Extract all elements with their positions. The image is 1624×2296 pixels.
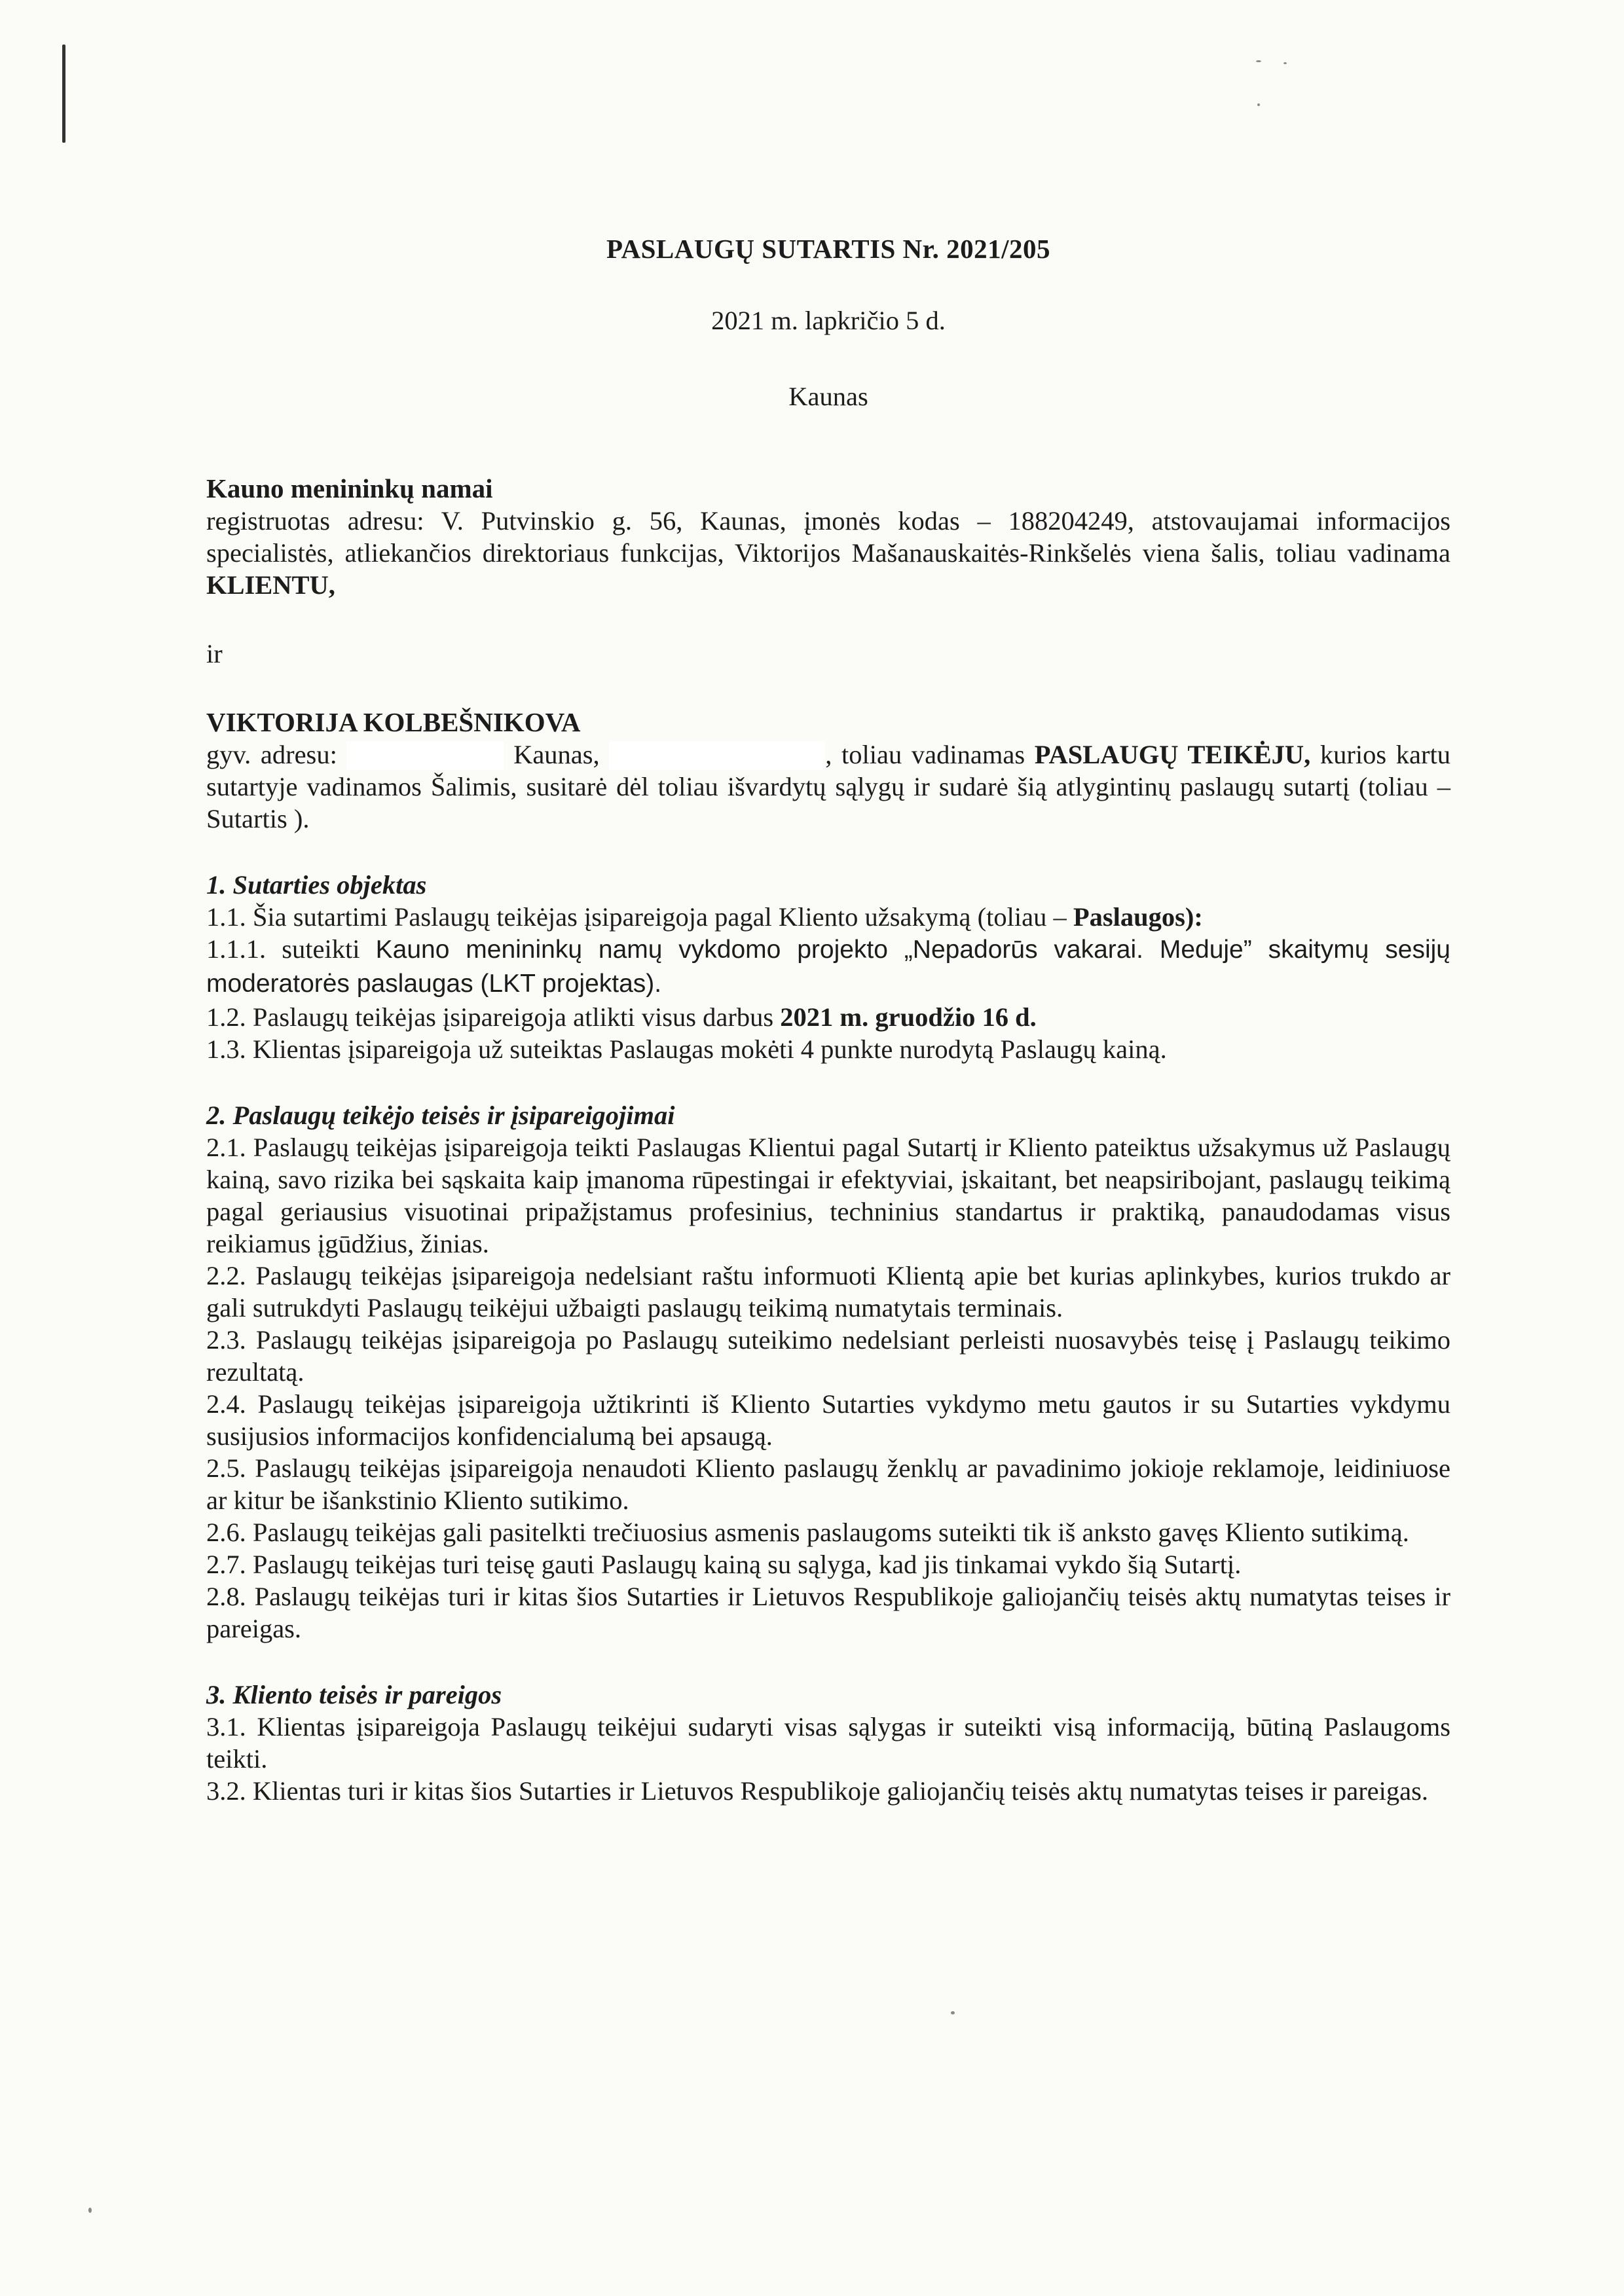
scan-speck — [1283, 62, 1287, 64]
redacted-personal-code — [609, 741, 825, 770]
clause-3-2: 3.2. Klientas turi ir kitas šios Sutarties ir Lietuvos Respublikoje galiojančių teisės aktų numatytas teises ir pareigas. — [206, 1776, 1429, 1806]
document-title: PASLAUGŲ SUTARTIS Nr. 2021/205 — [606, 234, 1050, 264]
document-city: Kaunas — [788, 382, 868, 411]
contract-document — [206, 229, 1450, 1807]
clause-1-1-text: 1.1. Šia sutartimi Paslaugų teikėjas įsipareigoja pagal Kliento užsakymą (toliau – — [206, 902, 1067, 932]
document-date: 2021 m. lapkričio 5 d. — [711, 306, 946, 335]
clause-1-2-date: 2021 m. gruodžio 16 d. — [780, 1002, 1037, 1032]
section1-title: 1. Sutarties objektas — [206, 870, 427, 900]
address-city: Kaunas, — [513, 740, 600, 769]
clause-2-3: 2.3. Paslaugų teikėjas įsipareigoja po Paslaugų suteikimo nedelsiant perleisti nuosavybės teisę į Paslaugų teikimo rezultatą. — [206, 1325, 1450, 1387]
clause-2-5: 2.5. Paslaugų teikėjas įsipareigoja nenaudoti Kliento paslaugų ženklų ar pavadinimo jokioje reklamoje, leidiniuose ar kitur be išankstinio Kliento sutikimo. — [206, 1453, 1450, 1515]
scan-speck — [1256, 60, 1261, 62]
party2-name: VIKTORIJA KOLBEŠNIKOVA — [206, 707, 581, 737]
clause-1-1 — [206, 901, 1450, 933]
clause-2-1: 2.1. Paslaugų teikėjas įsipareigoja teikti Paslaugas Klientui pagal Sutartį ir Kliento pateiktus užsakymus už Paslaugų kainą, savo rizika bei sąskaita kaip įmanoma rūpestingai ir efektyviai, įskaitant, bet neapsiribojant, paslaugų teikimą pagal geriausius visuotinai pripažįstamus profesinius, techninius standartus ir praktiką, panaudodamas visus reikiamus įgūdžius, žinias. — [206, 1133, 1450, 1258]
party1-name: Kauno menininkų namai — [206, 473, 493, 503]
conjunction: ir — [206, 639, 223, 668]
clause-1-1-1-prefix: 1.1.1. suteikti — [206, 934, 360, 964]
party1-role: KLIENTU, — [206, 570, 335, 600]
party2-details — [206, 738, 1450, 835]
clause-2-4: 2.4. Paslaugų teikėjas įsipareigoja užtikrinti iš Kliento Sutarties vykdymo metu gautos ir su Sutarties vykdymu susijusios informacijos konfidencialumą bei apsaugą. — [206, 1389, 1450, 1451]
party1-text: registruotas adresu: V. Putvinskio g. 56, Kaunas, įmonės kodas – 188204249, atstovaujamai informacijos specialistės, atliekančios direktoriaus funkcijas, Viktorijos Mašanauskaitės-Rinkšelės viena šalis, toliau vadinama — [206, 506, 1450, 568]
clause-1-1-1 — [206, 933, 1450, 1001]
clause-1-3: 1.3. Klientas įsipareigoja už suteiktas Paslaugas mokėti 4 punkte nurodytą Paslaugų kainą. — [206, 1034, 1167, 1064]
clause-1-2-text: 1.2. Paslaugų teikėjas įsipareigoja atlikti visus darbus — [206, 1002, 774, 1032]
clause-3-1: 3.1. Klientas įsipareigoja Paslaugų teikėjui sudaryti visas sąlygas ir suteikti visą informaciją, būtiną Paslaugoms teikti. — [206, 1712, 1450, 1774]
address-label: gyv. adresu: — [206, 740, 337, 769]
scan-speck — [1257, 103, 1260, 106]
clause-1-2 — [206, 1001, 1450, 1033]
section2-title: 2. Paslaugų teikėjo teisės ir įsipareigojimai — [206, 1101, 675, 1130]
party2-text-a: , toliau vadinamas — [825, 740, 1025, 769]
party2-text-b: kurios kartu sutartyje vadinamos Šalimis, susitarė dėl toliau išvardytų sąlygų ir sudarė šią atlygintinų paslaugų sutartį (toliau – Sutartis ). — [206, 740, 1451, 833]
section3-title: 3. Kliento teisės ir pareigos — [206, 1680, 502, 1709]
scan-speck — [951, 2011, 955, 2014]
clause-1-1-bold: Paslaugos): — [1073, 902, 1203, 932]
clause-1-1-1-text: Kauno menininkų namų vykdomo projekto „Nepadorūs vakarai. Meduje” skaitymų sesijų moderatorės paslaugas (LKT projektas). — [206, 936, 1451, 998]
redacted-address — [346, 741, 504, 770]
clause-2-7: 2.7. Paslaugų teikėjas turi teisę gauti Paslaugų kainą su sąlyga, kad jis tinkamai vykdo šią Sutartį. — [206, 1550, 1242, 1579]
party1-details — [206, 505, 1450, 601]
margin-mark — [62, 45, 65, 143]
scan-speck — [88, 2208, 92, 2213]
clause-2-6: 2.6. Paslaugų teikėjas gali pasitelkti trečiuosius asmenis paslaugoms suteikti tik iš anksto gavęs Kliento sutikimą. — [206, 1518, 1409, 1547]
clause-2-8: 2.8. Paslaugų teikėjas turi ir kitas šios Sutarties ir Lietuvos Respublikoje galiojančių teisės aktų numatytas teises ir pareigas. — [206, 1582, 1450, 1643]
clause-2-2: 2.2. Paslaugų teikėjas įsipareigoja nedelsiant raštu informuoti Klientą apie bet kurias aplinkybes, kurios trukdo ar gali sutrukdyti Paslaugų teikėjui užbaigti paslaugų teikimą numatytais terminais. — [206, 1261, 1450, 1322]
party2-role: PASLAUGŲ TEIKĖJU, — [1034, 740, 1311, 769]
